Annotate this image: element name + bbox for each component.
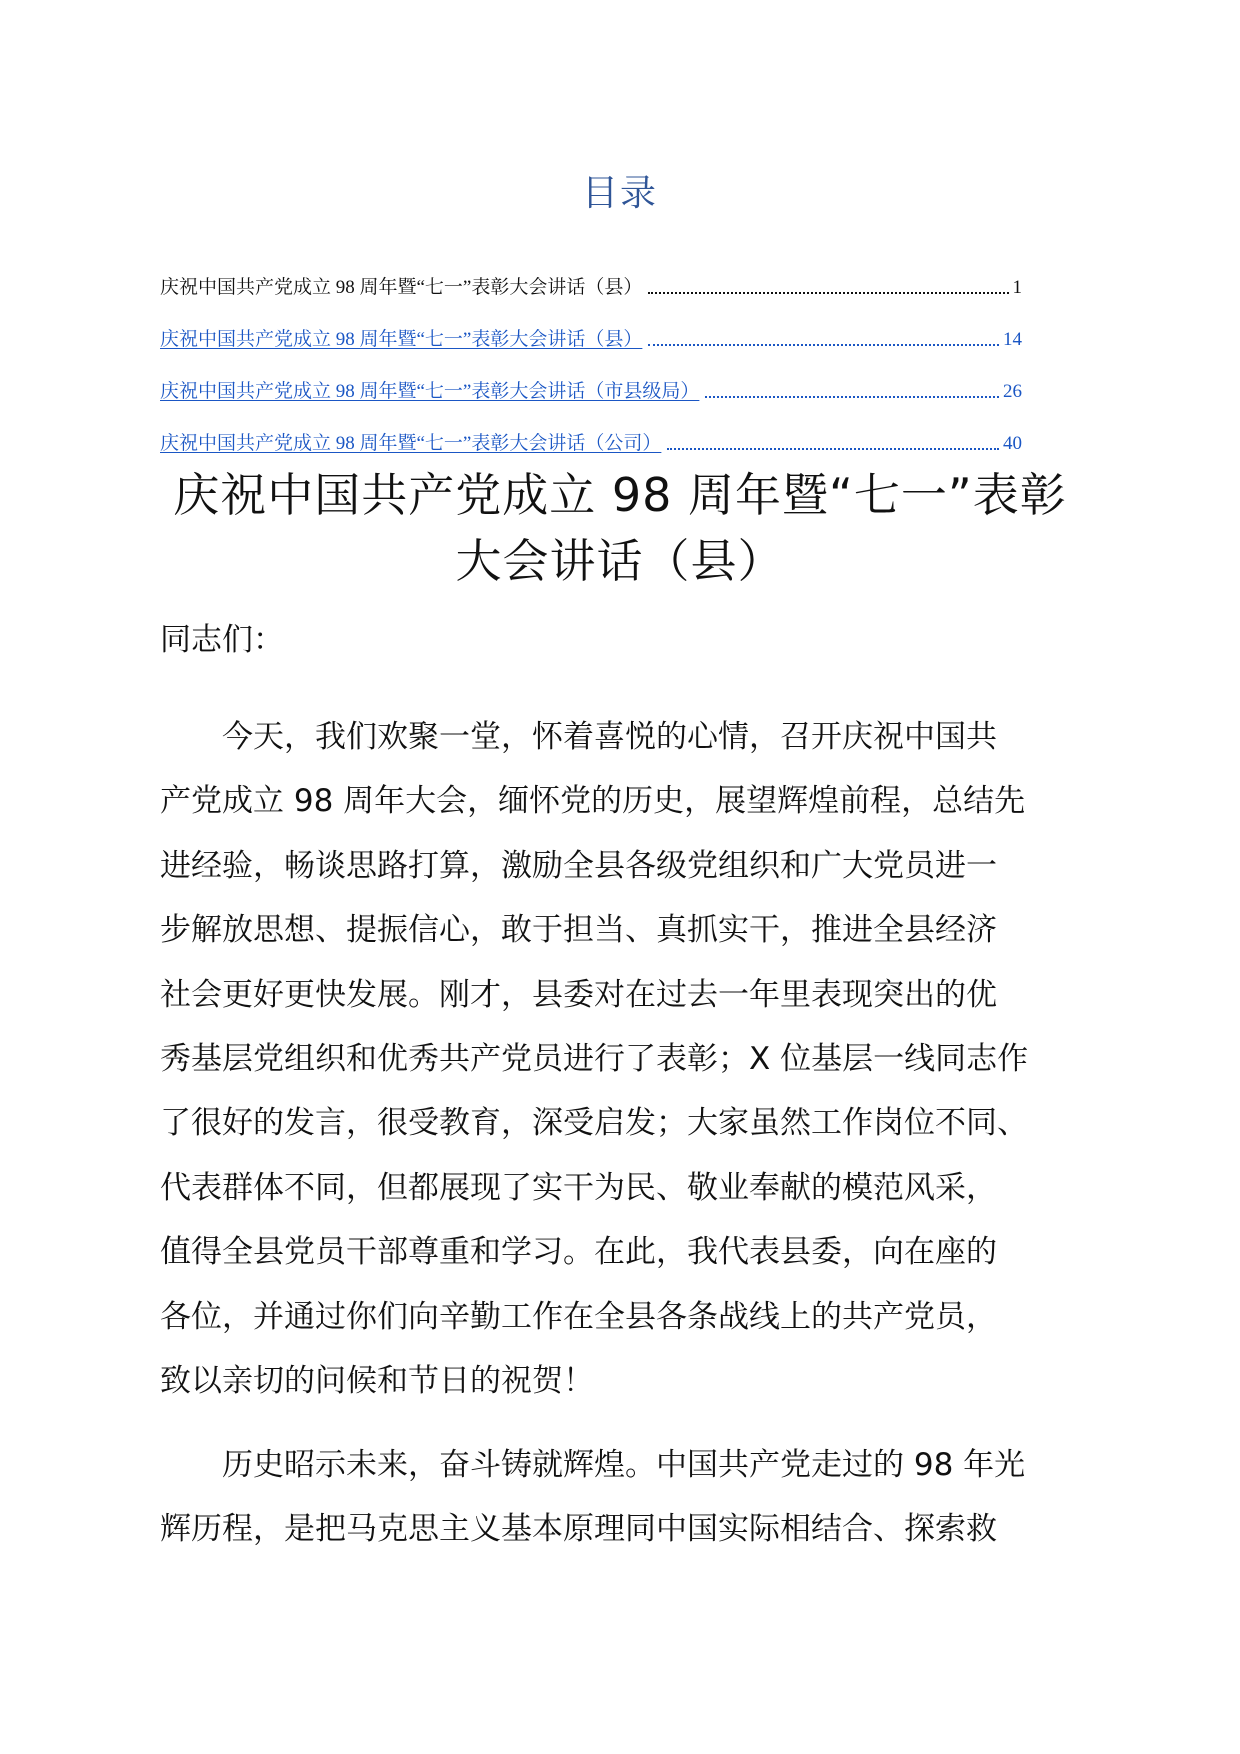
paragraph-line: 秀基层党组织和优秀共产党员进行了表彰；X 位基层一线同志作 xyxy=(160,1040,1029,1077)
toc-entry[interactable] xyxy=(160,248,1022,300)
paragraph-line: 了很好的发言，很受教育，深受启发；大家虽然工作岗位不同、 xyxy=(160,1105,1028,1142)
toc-entry-link[interactable] xyxy=(160,352,1022,404)
document-title-line: 大会讲话（县） xyxy=(455,534,785,588)
toc-dot-leader xyxy=(648,292,1008,294)
paragraph-line: 产党成立 98 周年大会，缅怀党的历史，展望辉煌前程，总结先 xyxy=(160,783,1026,820)
toc-entry-label: 庆祝中国共产党成立 98 周年暨“七一”表彰大会讲话（公司） xyxy=(160,433,662,454)
salutation: 同志们： xyxy=(160,622,284,658)
toc-entry-label: 庆祝中国共产党成立 98 周年暨“七一”表彰大会讲话（县） xyxy=(160,277,643,298)
toc-entry-page: 26 xyxy=(1003,381,1022,402)
toc-dot-leader xyxy=(667,448,999,450)
paragraph-line: 步解放思想、提振信心，敢于担当、真抓实干，推进全县经济 xyxy=(160,912,997,949)
toc-entry-link[interactable] xyxy=(160,404,1022,456)
toc-dot-leader xyxy=(648,344,999,346)
toc-entry-label: 庆祝中国共产党成立 98 周年暨“七一”表彰大会讲话（县） xyxy=(160,329,643,350)
paragraph-line: 今天，我们欢聚一堂，怀着喜悦的心情，召开庆祝中国共 xyxy=(222,719,997,755)
table-of-contents xyxy=(160,248,1022,456)
paragraph-line: 致以亲切的问候和节日的祝贺！ xyxy=(160,1362,594,1399)
paragraph-line: 历史昭示未来，奋斗铸就辉煌。中国共产党走过的 98 年光 xyxy=(222,1447,1026,1483)
paragraph-line: 值得全县党员干部尊重和学习。在此，我代表县委，向在座的 xyxy=(160,1234,997,1271)
paragraph-line: 进经验，畅谈思路打算，激励全县各级党组织和广大党员进一 xyxy=(160,847,997,884)
toc-dot-leader xyxy=(705,396,999,398)
document-title xyxy=(140,462,1100,594)
paragraph-line: 各位，并通过你们向辛勤工作在全县各条战线上的共产党员， xyxy=(160,1298,997,1335)
paragraph-line: 辉历程，是把马克思主义基本原理同中国实际相结合、探索救 xyxy=(160,1511,997,1548)
toc-entry-label: 庆祝中国共产党成立 98 周年暨“七一”表彰大会讲话（市县级局） xyxy=(160,381,700,402)
toc-entry-link[interactable] xyxy=(160,300,1022,352)
toc-entry-page: 1 xyxy=(1012,277,1022,298)
body-paragraph xyxy=(160,705,1100,1413)
paragraph-line: 代表群体不同，但都展现了实干为民、敬业奉献的模范风采， xyxy=(160,1169,997,1206)
document-title-line: 庆祝中国共产党成立 98 周年暨“七一”表彰 xyxy=(173,468,1067,522)
toc-entry-page: 14 xyxy=(1003,329,1022,350)
body-paragraph xyxy=(160,1433,1100,1562)
paragraph-line: 社会更好更快发展。刚才，县委对在过去一年里表现突出的优 xyxy=(160,976,997,1013)
toc-title: 目录 xyxy=(581,173,658,214)
toc-entry-page: 40 xyxy=(1003,433,1022,454)
